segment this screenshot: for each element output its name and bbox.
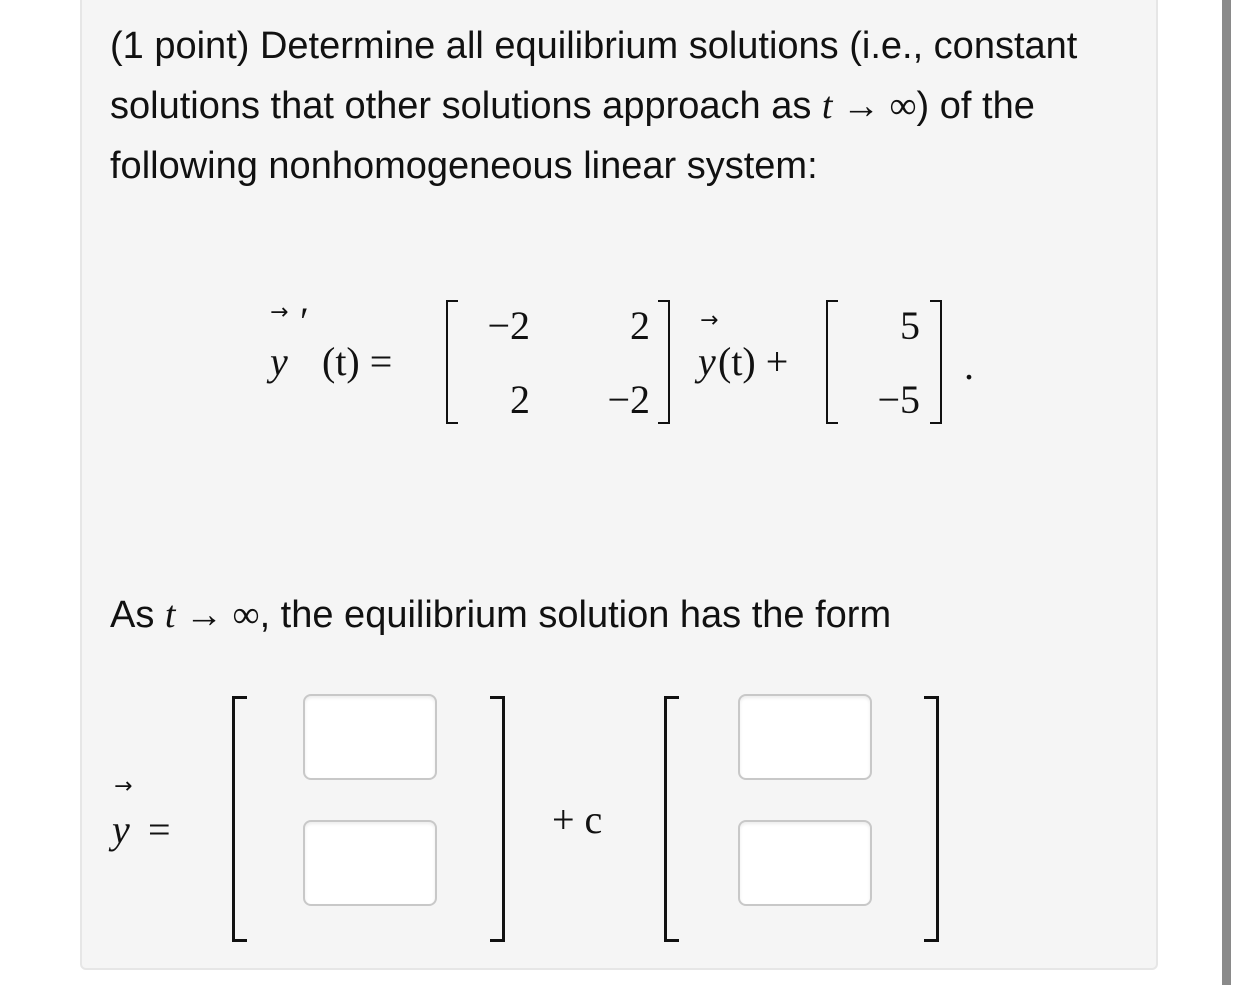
answer-lhs-vector: y	[112, 807, 130, 852]
infinity-symbol: ∞	[232, 594, 260, 636]
answer-form	[100, 690, 1000, 940]
matrix-cell-21: 2	[510, 377, 530, 422]
arrow-symbol: →	[175, 594, 233, 636]
prime-mark: ′	[300, 299, 309, 344]
as-suffix: , the equilibrium solution has the form	[259, 594, 892, 636]
matrix-cell-12: 2	[630, 303, 650, 348]
lhs-argument: (t) =	[322, 339, 393, 384]
as-prefix: As	[110, 594, 165, 636]
constant-cell-2: −5	[877, 377, 920, 422]
state-argument: (t) +	[718, 339, 789, 384]
particular-left-bracket	[232, 696, 247, 942]
homogeneous-right-bracket	[924, 696, 939, 942]
variable-t: t	[821, 85, 833, 127]
particular-input-2[interactable]	[303, 820, 437, 906]
vector-arrow-icon: →	[700, 308, 719, 333]
matrix-left-bracket	[446, 300, 458, 424]
differential-system-formula	[260, 296, 980, 436]
arrow-symbol: →	[832, 85, 890, 127]
problem-statement	[110, 16, 1120, 196]
scrollbar[interactable]	[1222, 0, 1231, 985]
intro-text: Determine all equilibrium solutions (i.e., constant solutions that other solutions approach as	[110, 25, 1078, 127]
matrix-cell-11: −2	[487, 303, 530, 348]
plus-c-label: + c	[552, 797, 603, 842]
constant-left-bracket	[826, 300, 838, 424]
constant-right-bracket	[930, 300, 942, 424]
constant-cell-1: 5	[900, 303, 920, 348]
vector-arrow-icon: →	[114, 774, 133, 799]
matrix-cell-22: −2	[607, 377, 650, 422]
points-label: (1 point)	[110, 25, 250, 67]
intro-text-end: ) of the following nonhomogeneous linear system:	[110, 85, 1035, 187]
matrix-right-bracket	[658, 300, 670, 424]
period: .	[964, 343, 974, 388]
particular-right-bracket	[490, 696, 505, 942]
equilibrium-form-label	[110, 585, 891, 645]
lhs-vector: y	[270, 339, 288, 384]
homogeneous-left-bracket	[664, 696, 679, 942]
homogeneous-input-1[interactable]	[738, 694, 872, 780]
equals-sign: =	[148, 807, 171, 852]
homogeneous-input-2[interactable]	[738, 820, 872, 906]
vector-arrow-icon: →	[270, 300, 289, 325]
infinity-symbol: ∞	[889, 85, 917, 127]
state-vector: y	[698, 339, 716, 384]
particular-input-1[interactable]	[303, 694, 437, 780]
variable-t: t	[164, 594, 176, 636]
